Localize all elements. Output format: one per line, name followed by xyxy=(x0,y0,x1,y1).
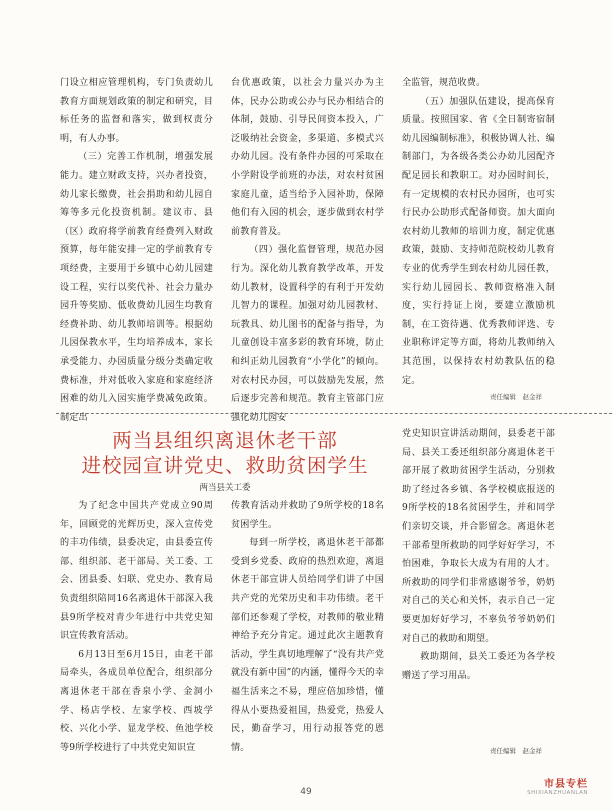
page-number: 49 xyxy=(300,787,312,797)
top-column-3 xyxy=(402,74,555,386)
paragraph: 为了纪念中国共产党成立90周年，回顾党的光辉历史，深入宣传党的丰功伟绩，县委决定，由县委宣传部、组织部、老干部局、关工委、工会、团县委、妇联、党史办、教育局负责组织陪同16名离退休干部深入我县9所学校对青少年进行中共党史知识宣传教育活动。 xyxy=(60,501,213,642)
paragraph: 6月13日至6月15日，由老干部局牵头，各成员单位配合，组织部分离退休老干部在香泉小学、金洞小学、杨店学校、左家学校、西坡学校、兴化小学、显龙学校、鱼池学校等9所学校进行了中共党史知识宣 xyxy=(60,649,213,753)
article-byline: 两当县关工委 xyxy=(199,483,251,493)
article-title xyxy=(60,428,390,478)
paragraph: 门设立相应管理机构，专门负责幼儿教育方面规划政策的制定和研究，目标任务的监督和落实，做到权责分明，有人办事。 xyxy=(60,78,213,144)
paragraph: 传教育活动并救助了9所学校的18名贫困学生。 xyxy=(231,501,384,530)
top-editor-credit: 责任编辑 赵金祥 xyxy=(490,393,542,401)
paragraph: 台优惠政策，以社会力量兴办为主体，民办公助或公办与民办相结合的体制，鼓励、引导民间资本投入，广泛吸纳社会资金，多渠道、多模式兴办幼儿园。没有条件办园的可采取在小学附设学前班的办法，对农村贫困家庭儿童，适当给予入园补助，保障他们有入园的机会，逐步做到农村学前教育普及。 xyxy=(231,78,384,237)
article-editor-credit: 责任编辑 赵金祥 xyxy=(490,747,542,755)
paragraph: （三）完善工作机制，增强发展能力。建立财政支持，兴办者投资，幼儿家长缴费，社会捐助和幼儿园自筹等多元化投资机制。建议市、县（区）政府将学前教育经费列入财政预算，每年能安排一定的学前教育专项经费，主要用于乡镇中心幼儿园建设工程，实行以奖代补、社会力量办园升等奖励、低收费幼儿园生均教育经费补助、幼儿教师培训等。根据幼儿园保教水平，生均培养成本，家长承受能力、办园质量分级分类确定收费标准，并对低收入家庭和家庭经济困难的幼儿入园实施学费减免政策。制定出 xyxy=(60,152,213,423)
paragraph: （五）加强队伍建设，提高保育质量。按照国家、省《全日制寄宿制幼儿园编制标准》，积极协调人社、编制部门，为各级各类公办幼儿园配齐配足园长和教职工。对办园时间长，有一定规模的农村民办园所，也可实行民办公助形式配备师资。加大面向农村幼儿教师的培训力度，制定优惠政策，鼓励、支持师范院校幼儿教育专业的优秀学生到农村幼儿园任教，实行幼儿园园长、教师资格准入制度，实行持证上岗，要建立激励机制，在工资待遇、优秀教师评选、专业职称评定等方面，将幼儿教师纳入其范围，以保持农村幼教队伍的稳定。 xyxy=(402,96,555,386)
paragraph: （四）强化监督管理，规范办园行为。深化幼儿教育教学改革，开发幼儿教材，设置科学的有利于开发幼儿智力的课程。加强对幼儿园教材、玩教具、幼儿图书的配备与指导，为儿童创设丰富多彩的教育环境，防止和纠正幼儿园教育“小学化”的倾向。对农村民办园，可以鼓励先发展，然后逐步完善和规范。教育主管部门应强化幼儿园安 xyxy=(231,245,384,423)
article-title-line-1: 两当县组织离退休老干部 xyxy=(112,429,338,452)
paragraph: 每到一所学校，离退休老干部都受到乡党委、政府的热烈欢迎，离退休老干部宣讲人员给同学们讲了中国共产党的光荣历史和丰功伟绩。老干部们还参观了学校，对教师的敬业精神给予充分肯定。通过此次主题教育活动，学生真切地理解了“没有共产党就没有新中国”的内涵，懂得今天的幸福生活来之不易，理应倍加珍惜，懂得从小要热爱祖国，热爱党，热爱人民，勤奋学习，用行动报答党的恩情。 xyxy=(231,538,384,753)
section-divider xyxy=(56,413,612,414)
paragraph: 全监管，规范收费。 xyxy=(402,78,486,88)
brand-pinyin: SHIXIANZHUANLAN xyxy=(527,790,588,796)
paragraph: 救助期间，县关工委还为各学校赠送了学习用品。 xyxy=(402,652,555,681)
paragraph: 党史知识宣讲活动期间，县委老干部局、县关工委还组织部分离退休老干部开展了救助贫困学生活动，分别救助了经过各乡镇、各学校模底报送的9所学校的18名贫困学生，并和同学们亲切交谈，并合影留念。离退休老干部希望所救助的同学好好学习，不怕困难，争取长大成为有用的人才。所救助的同学们非常感谢爷爷，奶奶对自己的关心和关怀，表示自己一定要更加好好学习，不辜负爷爷奶奶们对自己的救助和期望。 xyxy=(402,429,555,644)
brand-chinese: 市县专栏 xyxy=(544,779,588,790)
article-title-line-2: 进校园宣讲党史、救助贫困学生 xyxy=(81,454,369,477)
article-column-1 xyxy=(60,497,213,759)
top-column-2 xyxy=(231,74,384,423)
article-right-column xyxy=(402,425,555,758)
article-column-2 xyxy=(231,497,384,759)
column-brand xyxy=(527,775,588,796)
top-column-1 xyxy=(60,74,213,423)
